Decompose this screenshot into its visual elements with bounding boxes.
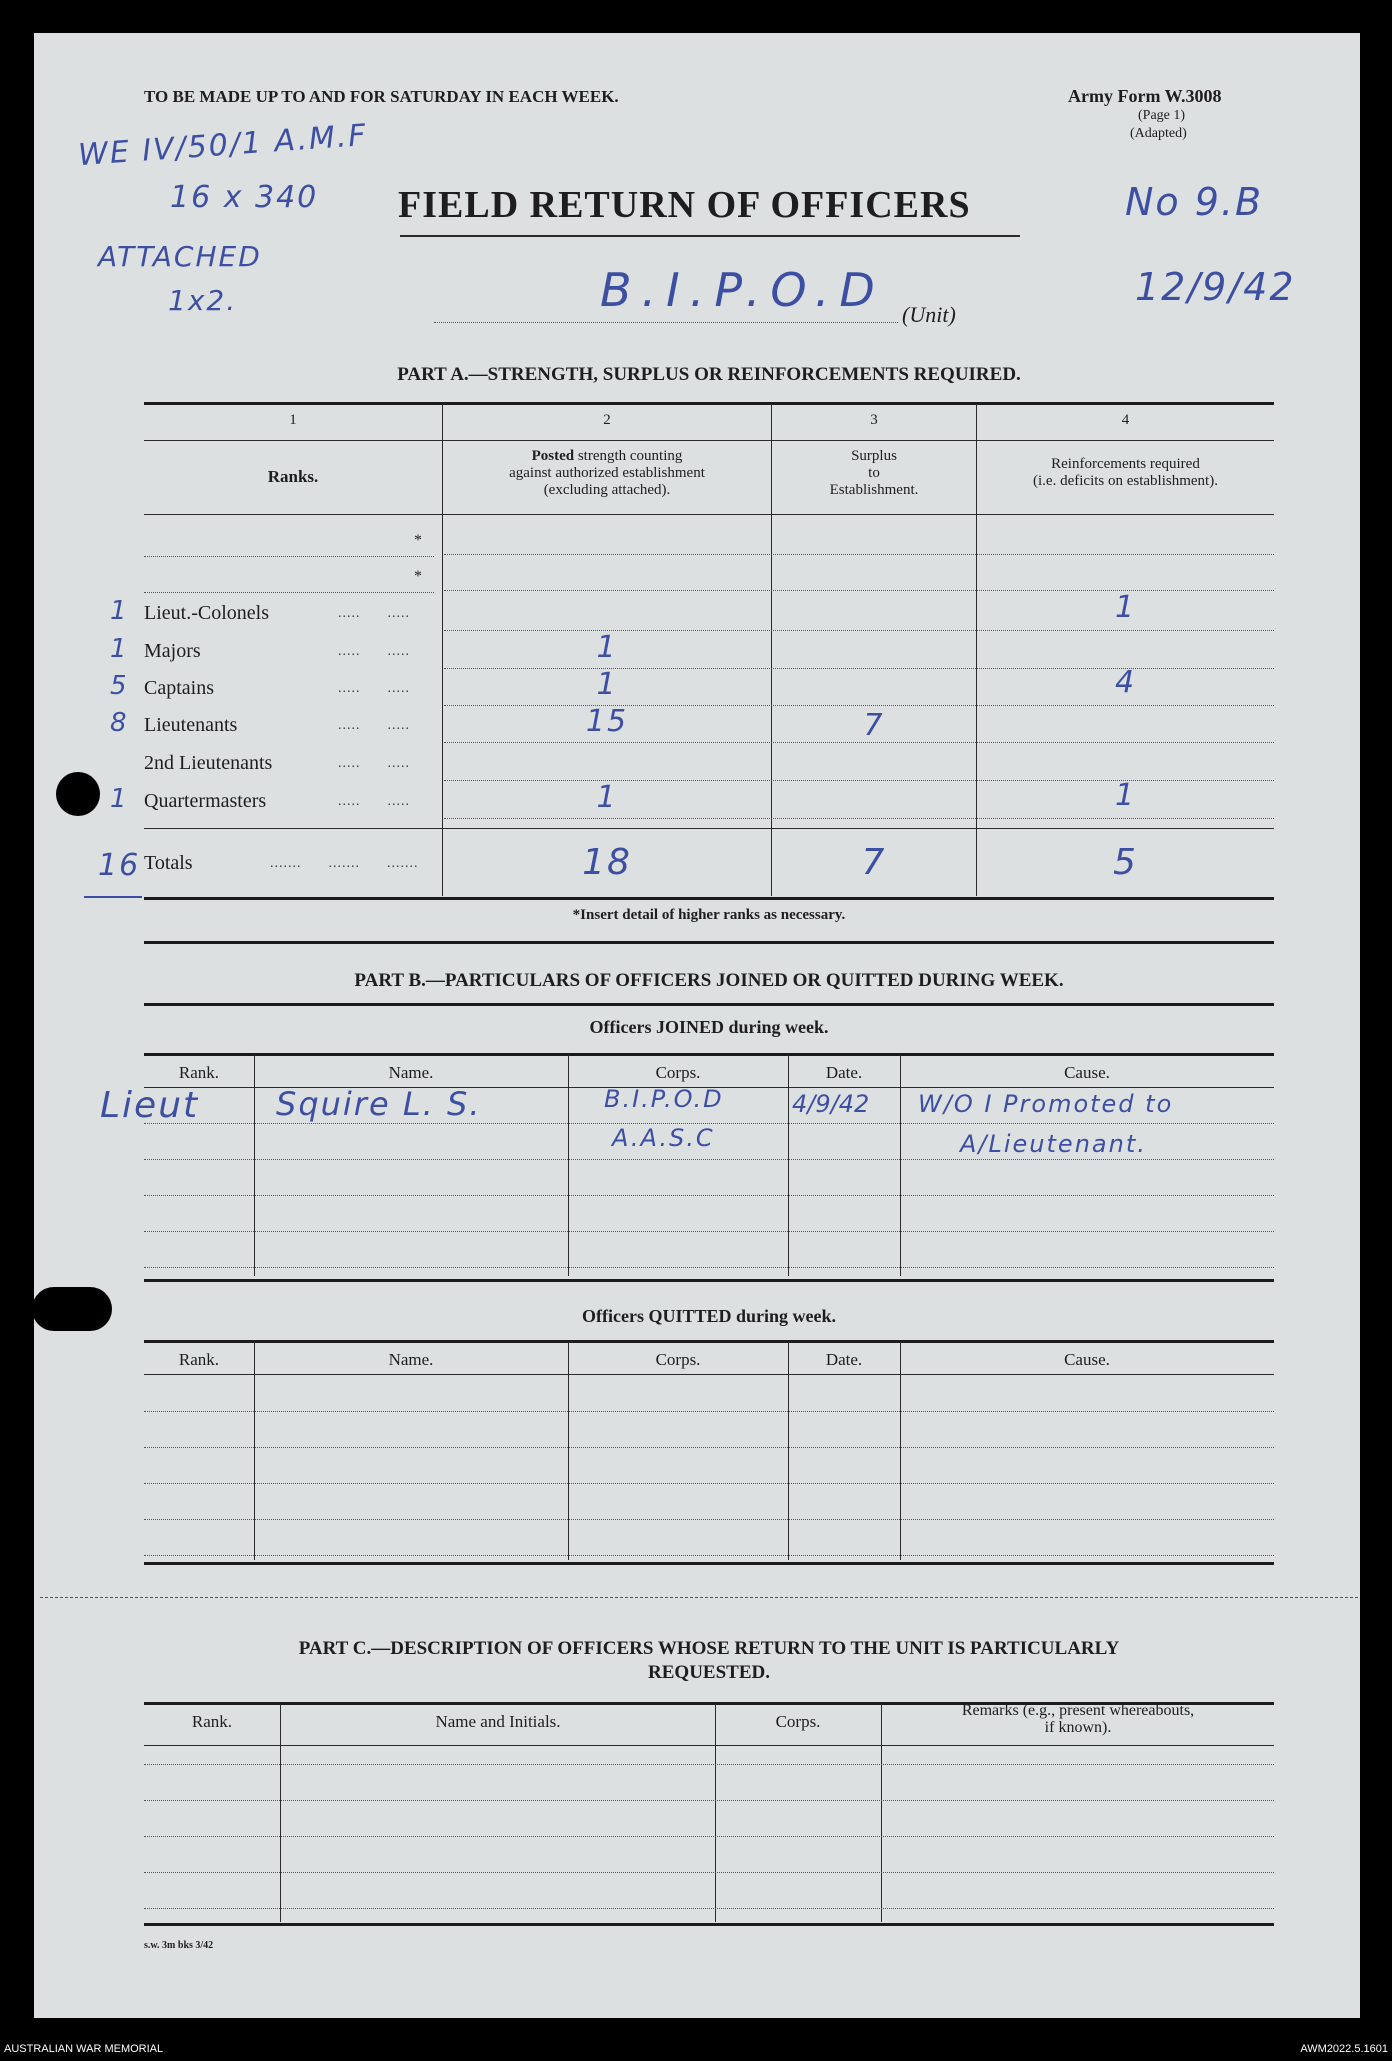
posted-header-line3: (excluding attached). — [543, 482, 671, 498]
quitted-row-rule — [144, 1555, 1274, 1556]
quitted-top-rule — [144, 1340, 1274, 1343]
totals-authorized: 16 — [98, 848, 141, 883]
joined-row-rule — [144, 1159, 1274, 1160]
quitted-col-header: Rank. — [178, 1350, 220, 1369]
row-authorized: 1 — [110, 634, 129, 664]
joined-col-header: Date. — [825, 1063, 863, 1082]
unit-line — [434, 322, 898, 323]
part-c-row-rule — [144, 1908, 1274, 1909]
row-dots: ..... ..... — [338, 794, 410, 809]
joined-cause-line1: W/O I Promoted to — [918, 1090, 1174, 1118]
row-rank-label: Majors — [144, 640, 201, 662]
punch-hole-bottom — [32, 1287, 112, 1331]
part-c-title-line2: REQUESTED. — [648, 1662, 770, 1683]
joined-col-header: Name. — [388, 1063, 434, 1082]
quitted-row-rule — [144, 1519, 1274, 1520]
handwritten-establishment: WE IV/50/1 A.M.F — [77, 117, 369, 174]
row-rule — [444, 818, 1274, 819]
row-posted: 15 — [585, 704, 629, 739]
row-dots: ..... ..... — [338, 756, 410, 771]
title-underline — [400, 235, 1020, 237]
star-2: * — [414, 568, 422, 585]
page-number: (Page 1) — [1138, 108, 1186, 123]
footnote: *Insert detail of higher ranks as necessary. — [572, 907, 846, 923]
totals-posted: 18 — [582, 842, 632, 883]
reinforcements-header-line2: (i.e. deficits on establishment). — [1033, 473, 1218, 489]
joined-col-divider — [788, 1055, 789, 1276]
row-reinforcements: 4 — [1114, 665, 1137, 700]
adapted-note: (Adapted) — [1130, 126, 1187, 141]
part-c-col-divider — [280, 1704, 281, 1922]
joined-rank: Lieut — [100, 1085, 200, 1126]
handwritten-number: No 9.B — [1125, 180, 1264, 224]
row-rank-label: Lieut.-Colonels — [144, 602, 269, 624]
row-surplus: 7 — [863, 708, 885, 743]
row-rule — [444, 590, 1274, 591]
totals-label: Totals — [144, 852, 193, 874]
row-reinforcements: 1 — [1114, 778, 1137, 813]
row-rank-label: Quartermasters — [144, 790, 267, 812]
part-c-row-rule — [144, 1800, 1274, 1801]
row-posted: 1 — [596, 667, 618, 702]
handwritten-date: 12/9/42 — [1135, 265, 1296, 309]
part-a-top-rule — [144, 402, 1274, 405]
joined-col-header: Corps. — [655, 1063, 701, 1082]
posted-header-bold: Posted — [531, 448, 575, 464]
joined-title: Officers JOINED during week. — [589, 1017, 829, 1037]
posted-header-rest: strength counting — [574, 448, 683, 464]
row-rule — [444, 742, 1274, 743]
part-c-corps-header: Corps. — [775, 1712, 821, 1731]
reinforcements-header-line1: Reinforcements required — [1051, 456, 1200, 472]
footnote-bottom-rule — [144, 941, 1274, 944]
archive-footer — [0, 2039, 1392, 2061]
col-number-2: 2 — [603, 412, 611, 428]
totals-reinforcements: 5 — [1113, 842, 1138, 883]
quitted-col-header: Date. — [825, 1350, 863, 1369]
star-1: * — [414, 532, 422, 549]
part-c-remarks-line1: Remarks (e.g., present whereabouts, — [961, 1702, 1195, 1719]
joined-row-rule — [144, 1231, 1274, 1232]
part-c-remarks-header — [882, 1702, 1274, 1736]
handwritten-attached-count: 1x2. — [168, 284, 238, 317]
part-c-row-rule — [144, 1764, 1274, 1765]
handwritten-unit: B.I.P.O.D — [600, 263, 885, 317]
quitted-bottom-rule — [144, 1562, 1274, 1565]
quitted-title: Officers QUITTED during week. — [582, 1306, 836, 1326]
star-row-1-line — [144, 556, 434, 557]
part-a-bottom-rule — [144, 897, 1274, 900]
row-posted: 1 — [596, 630, 618, 665]
surplus-header — [772, 448, 976, 499]
part-c-title-line1: PART C.—DESCRIPTION OF OFFICERS WHOSE RETURN TO THE UNIT IS PARTICULARLY — [298, 1638, 1120, 1659]
quitted-col-header: Corps. — [655, 1350, 701, 1369]
col-divider-3 — [976, 404, 977, 896]
handwritten-attached: ATTACHED — [98, 240, 262, 273]
row-rank-label: Captains — [144, 677, 214, 699]
joined-row-rule — [144, 1267, 1274, 1268]
form-number: Army Form W.3008 — [1068, 86, 1222, 106]
quitted-col-header: Name. — [388, 1350, 434, 1369]
totals-dots: ....... ....... ....... — [270, 856, 419, 871]
surplus-header-line2: to — [868, 465, 880, 481]
page-title: FIELD RETURN OF OFFICERS — [398, 184, 971, 226]
col-number-1: 1 — [289, 412, 297, 428]
col-number-3: 3 — [870, 412, 878, 428]
quitted-row-rule — [144, 1447, 1274, 1448]
row-authorized: 1 — [110, 596, 129, 626]
handwritten-strength: 16 x 340 — [170, 180, 319, 215]
part-c-row-rule — [144, 1872, 1274, 1873]
joined-corps-line2: A.A.S.C — [612, 1124, 715, 1152]
joined-col-divider — [254, 1055, 255, 1276]
row-reinforcements: 1 — [1114, 590, 1137, 625]
totals-top-rule — [144, 828, 1274, 829]
joined-col-divider — [568, 1055, 569, 1276]
star-row-2-line — [144, 592, 434, 593]
posted-header — [443, 448, 771, 499]
part-a-title: PART A.—STRENGTH, SURPLUS OR REINFORCEMENTS REQUIRED. — [397, 364, 1021, 385]
row-authorized: 1 — [110, 784, 129, 814]
part-b-title: PART B.—PARTICULARS OF OFFICERS JOINED OR QUITTED DURING WEEK. — [354, 970, 1064, 991]
joined-row-rule — [144, 1195, 1274, 1196]
totals-underline — [84, 896, 142, 898]
archive-reference: AWM2022.5.1601 — [1300, 2043, 1388, 2055]
row-dots: ..... ..... — [338, 718, 410, 733]
joined-col-divider — [900, 1055, 901, 1276]
row-dots: ..... ..... — [338, 644, 410, 659]
part-c-rank-header: Rank. — [191, 1712, 233, 1731]
row-authorized: 8 — [110, 708, 129, 738]
row-dots: ..... ..... — [338, 606, 410, 621]
part-c-name-header: Name and Initials. — [435, 1712, 561, 1731]
col-number-4: 4 — [1121, 412, 1130, 428]
reinforcements-header — [977, 456, 1274, 490]
part-c-row-rule — [144, 1836, 1274, 1837]
quitted-col-header: Cause. — [1064, 1350, 1110, 1369]
part-b-top-rule — [144, 1003, 1274, 1006]
joined-corps-line1: B.I.P.O.D — [604, 1085, 724, 1113]
part-c-col-divider — [881, 1704, 882, 1922]
perforation-line — [40, 1597, 1358, 1598]
totals-surplus: 7 — [861, 842, 887, 883]
row-rank-label: Lieutenants — [144, 714, 238, 736]
joined-bottom-rule — [144, 1279, 1274, 1282]
part-c-header-rule — [144, 1745, 1274, 1746]
instruction-text: TO BE MADE UP TO AND FOR SATURDAY IN EACH WEEK. — [144, 87, 619, 106]
part-c-bottom-rule — [144, 1923, 1274, 1926]
unit-label: (Unit) — [902, 302, 956, 327]
row-posted: 1 — [596, 780, 618, 815]
joined-cause-line2: A/Lieutenant. — [960, 1130, 1147, 1158]
joined-date: 4/9/42 — [792, 1090, 870, 1118]
col-number-rule — [144, 440, 1274, 441]
surplus-header-line1: Surplus — [851, 448, 897, 464]
col-divider-2 — [771, 404, 772, 896]
part-c-col-divider — [715, 1704, 716, 1922]
header-bottom-rule — [144, 514, 1274, 515]
part-c-remarks-line2: if known). — [1044, 1719, 1112, 1736]
surplus-header-line3: Establishment. — [829, 482, 919, 498]
joined-top-rule — [144, 1053, 1274, 1056]
row-dots: ..... ..... — [338, 681, 410, 696]
archive-name: AUSTRALIAN WAR MEMORIAL — [4, 2043, 164, 2055]
joined-col-header: Cause. — [1064, 1063, 1110, 1082]
row-authorized: 5 — [110, 671, 129, 701]
quitted-header-rule — [144, 1374, 1274, 1375]
printer-code: s.w. 3m bks 3/42 — [144, 1940, 214, 1951]
punch-hole-top — [56, 772, 100, 816]
joined-col-header: Rank. — [178, 1063, 220, 1082]
row-rank-label: 2nd Lieutenants — [144, 752, 273, 774]
quitted-row-rule — [144, 1411, 1274, 1412]
row-rule — [444, 554, 1274, 555]
ranks-header: Ranks. — [267, 467, 319, 486]
quitted-row-rule — [144, 1483, 1274, 1484]
joined-name: Squire L. S. — [276, 1085, 482, 1123]
posted-header-line2: against authorized establishment — [509, 465, 705, 481]
